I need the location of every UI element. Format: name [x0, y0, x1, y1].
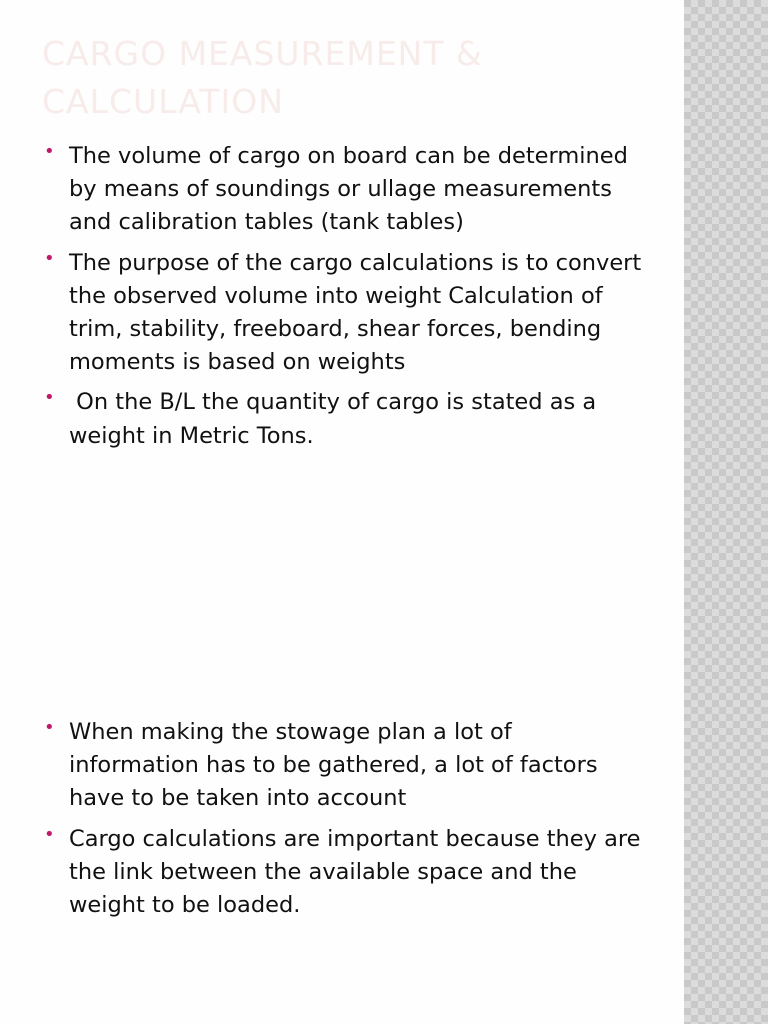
bullet-text: The volume of cargo on board can be determined by means of soundings or ullage measurements and calibration tables (tank tables) [69, 143, 628, 236]
slide-title: CARGO MEASUREMENT & CALCULATION [42, 34, 483, 121]
bullet-list-top [42, 140, 642, 460]
bullet-text: The purpose of the cargo calculations is to convert the observed volume into weight Calculation of trim, stability, freeboard, shear forces, bending moments is based on weights [69, 249, 642, 376]
bullet-point-icon: • [44, 141, 55, 162]
bullet-item [42, 716, 642, 816]
bullet-list-bottom [42, 716, 642, 929]
bullet-point-icon: • [44, 823, 55, 845]
bullet-point-icon: • [44, 717, 55, 738]
bullet-text: When making the stowage plan a lot of information has to be gathered, a lot of factors have to be taken into account [69, 719, 598, 812]
decorative-side-panel [684, 0, 768, 1024]
bullet-text: On the B/L the quantity of cargo is stated as a weight in Metric Tons. [69, 389, 604, 449]
bullet-item [42, 823, 642, 923]
bullet-item [42, 247, 642, 380]
bullet-point-icon: • [44, 247, 55, 269]
bullet-point-icon: • [44, 387, 55, 409]
bullet-item [42, 386, 642, 452]
bullet-text: Cargo calculations are important because they are the link between the available space and the weight to be loaded. [69, 825, 641, 919]
bullet-item [42, 140, 642, 240]
